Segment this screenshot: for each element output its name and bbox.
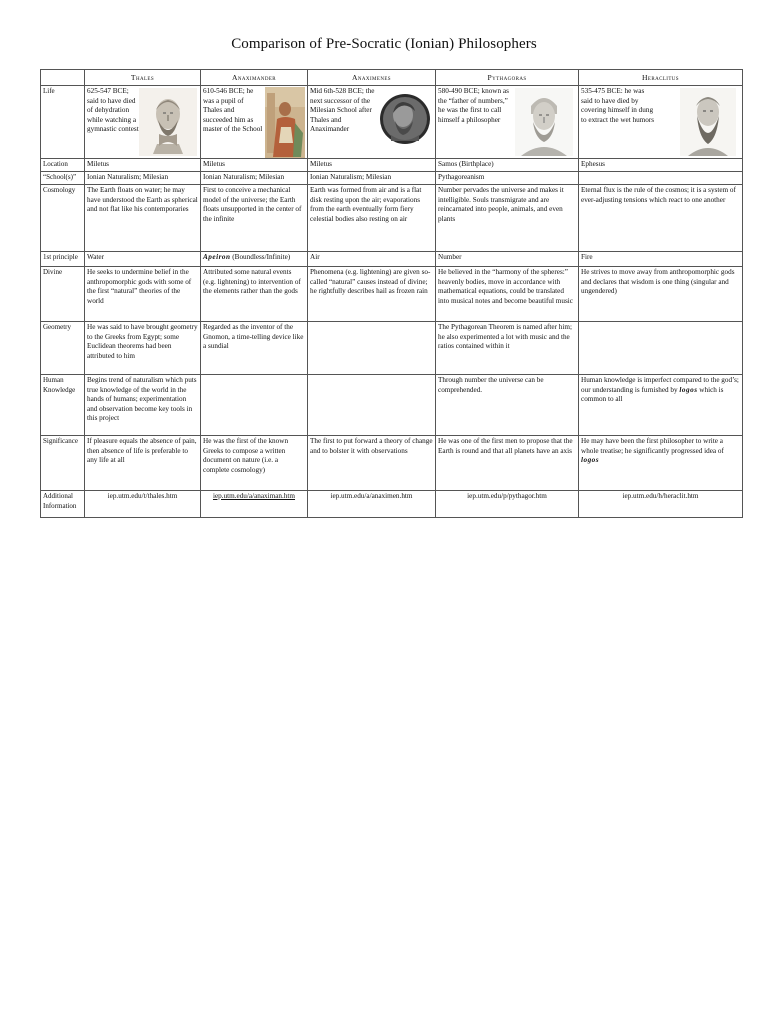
cell-sig-pythagoras: He was one of the first men to propose that the Earth is round and that all planets have an axis	[436, 436, 579, 491]
cell-add-pythagoras	[436, 491, 579, 518]
cell-add-heraclitus	[579, 491, 743, 518]
row-life	[41, 86, 743, 159]
header-anaximander: Anaximander	[201, 70, 308, 86]
cell-fp-heraclitus: Fire	[579, 252, 743, 267]
cell-hk-heraclitus	[579, 375, 743, 436]
cell-fp-anaximander	[201, 252, 308, 267]
apeiron-greek-word: Apeiron	[203, 253, 231, 261]
cell-divine-anaximander: Attributed some natural events (e.g. lightening) to intervention of the elements rather than the gods	[201, 267, 308, 322]
cell-sig-thales: If pleasure equals the absence of pain, then absence of life is preferable to any life at all	[85, 436, 201, 491]
row-location	[41, 159, 743, 172]
header-row	[41, 70, 743, 86]
cell-cosmology-anaximenes: Earth was formed from air and is a flat disk resting upon the air; evaporations from the earth eventually form fiery celestial bodies also resting on air	[308, 185, 436, 252]
comparison-table	[40, 69, 743, 518]
hk-heraclitus-text-b: which is common to all	[581, 385, 724, 404]
cell-hk-anaximander	[201, 375, 308, 436]
cell-cosmology-thales: The Earth floats on water; he may have understood the Earth as spherical and not flat like his contemporaries	[85, 185, 201, 252]
row-label-significance: Significance	[41, 436, 85, 491]
thales-bust-image	[139, 88, 197, 156]
cell-school-anaximenes: Ionian Naturalism; Milesian	[308, 172, 436, 185]
link-anaximander[interactable]: iep.utm.edu/a/anaximan.htm	[212, 492, 296, 500]
link-heraclitus[interactable]: iep.utm.edu/h/heraclit.htm	[622, 492, 699, 500]
row-school	[41, 172, 743, 185]
cell-location-anaximander: Miletus	[201, 159, 308, 172]
sig-heraclitus-text: He may have been the first philosopher to write a whole treatise; he significantly progressed idea of	[581, 437, 724, 455]
cell-life-thales	[85, 86, 201, 159]
cell-cosmology-pythagoras: Number pervades the universe and makes it intelligible. Souls transmigrate and are reincarnated into people, animals, and even plants	[436, 185, 579, 252]
hk-heraclitus-text-a: Human knowledge is imperfect compared to the god’s; our understanding is furnished by	[581, 376, 739, 394]
life-text-anaximander: 610-546 BCE; he was a pupil of Thales and succeeded him as master of the School	[203, 87, 263, 134]
link-anaximenes[interactable]: iep.utm.edu/a/anaximen.htm	[330, 492, 413, 500]
logos-word: logos	[581, 456, 600, 465]
cell-hk-pythagoras: Through number the universe can be comprehended.	[436, 375, 579, 436]
cell-life-pythagoras	[436, 86, 579, 159]
cell-geometry-heraclitus	[579, 322, 743, 375]
cell-geometry-thales: He was said to have brought geometry to the Greeks from Egypt; some Euclidean theorems had been attributed to him	[85, 322, 201, 375]
row-label-cosmology: Cosmology	[41, 185, 85, 252]
cell-fp-pythagoras: Number	[436, 252, 579, 267]
cell-life-anaximenes	[308, 86, 436, 159]
cell-life-anaximander	[201, 86, 308, 159]
anaximenes-coin-image	[379, 91, 431, 151]
row-cosmology	[41, 185, 743, 252]
header-pythagoras: Pythagoras	[436, 70, 579, 86]
row-geometry	[41, 322, 743, 375]
heraclitus-bust-image	[680, 88, 736, 156]
row-human-knowledge	[41, 375, 743, 436]
row-label-geometry: Geometry	[41, 322, 85, 375]
link-thales[interactable]: iep.utm.edu/t/thales.htm	[107, 492, 178, 500]
cell-geometry-anaximenes	[308, 322, 436, 375]
cell-add-anaximenes	[308, 491, 436, 518]
header-thales: Thales	[85, 70, 201, 86]
row-label-human-knowledge: Human Knowledge	[41, 375, 85, 436]
cell-add-thales	[85, 491, 201, 518]
cell-hk-thales: Begins trend of naturalism which puts true knowledge of the world in the hands of humans; experimentation and observation become key tools in this project	[85, 375, 201, 436]
row-significance	[41, 436, 743, 491]
row-first-principle	[41, 252, 743, 267]
life-text-thales: 625-547 BCE; said to have died of dehydration while watching a gymnastic contest	[87, 87, 139, 134]
cell-location-thales: Miletus	[85, 159, 201, 172]
cell-location-pythagoras: Samos (Birthplace)	[436, 159, 579, 172]
cell-location-heraclitus: Ephesus	[579, 159, 743, 172]
life-text-heraclitus: 535-475 BCE: he was said to have died by covering himself in dung to extract the wet humors	[581, 87, 655, 124]
cell-school-pythagoras: Pythagoreanism	[436, 172, 579, 185]
cell-cosmology-anaximander: First to conceive a mechanical model of the universe; the Earth floats unsupported in the center of the infinite	[201, 185, 308, 252]
cell-divine-anaximenes: Phenomena (e.g. lightening) are given so-called “natural” causes instead of divine; he rightfully describes hail as frozen rain	[308, 267, 436, 322]
logos-word: logos	[679, 385, 698, 394]
cell-sig-anaximander: He was the first of the known Greeks to compose a written document on nature (i.e. a complete cosmology)	[201, 436, 308, 491]
cell-divine-pythagoras: He believed in the “harmony of the spheres:” heavenly bodies, move in accordance with mathematical equations, could be translated into musical notes and become beautiful music	[436, 267, 579, 322]
header-anaximenes: Anaximenes	[308, 70, 436, 86]
anaximander-fresco-image	[265, 87, 305, 159]
cell-school-anaximander: Ionian Naturalism; Milesian	[201, 172, 308, 185]
document-title: Comparison of Pre-Socratic (Ionian) Philosophers	[231, 36, 537, 52]
cell-school-thales: Ionian Naturalism; Milesian	[85, 172, 201, 185]
life-text-anaximenes: Mid 6th-528 BCE; the next successor of the Milesian School after Thales and Anaximander	[310, 87, 375, 134]
row-label-location: Location	[41, 159, 85, 172]
row-label-life: Life	[41, 86, 85, 159]
cell-life-heraclitus	[579, 86, 743, 159]
cell-hk-anaximenes	[308, 375, 436, 436]
cell-school-heraclitus	[579, 172, 743, 185]
pythagoras-bust-image	[515, 88, 573, 156]
cell-sig-heraclitus	[579, 436, 743, 491]
cell-location-anaximenes: Miletus	[308, 159, 436, 172]
cell-sig-anaximenes: The first to put forward a theory of change and to bolster it with observations	[308, 436, 436, 491]
row-label-additional: Additional Information	[41, 491, 85, 518]
cell-add-anaximander	[201, 491, 308, 518]
cell-cosmology-heraclitus: Eternal flux is the rule of the cosmos; it is a system of ever-adjusting tensions which react to one another	[579, 185, 743, 252]
header-heraclitus: Heraclitus	[579, 70, 743, 86]
row-label-first-principle: 1st principle	[41, 252, 85, 267]
life-text-pythagoras: 580-490 BCE; known as the “father of numbers,” he was the first to call himself a philosopher	[438, 87, 509, 124]
cell-geometry-pythagoras: The Pythagorean Theorem is named after him; he also experimented a lot with music and the ratios contained within it	[436, 322, 579, 375]
cell-fp-anaximenes: Air	[308, 252, 436, 267]
cell-divine-heraclitus: He strives to move away from anthropomorphic gods and declares that wisdom is one thing (singular and ungendered)	[579, 267, 743, 322]
apeiron-gloss: (Boundless/Infinite)	[232, 253, 291, 261]
cell-fp-thales: Water	[85, 252, 201, 267]
row-label-divine: Divine	[41, 267, 85, 322]
cell-divine-thales: He seeks to undermine belief in the anthropomorphic gods with some of the first “natural” theories of the world	[85, 267, 201, 322]
row-divine	[41, 267, 743, 322]
cell-geometry-anaximander: Regarded as the inventor of the Gnomon, a time-telling device like a sundial	[201, 322, 308, 375]
row-label-school: “School(s)”	[41, 172, 85, 185]
header-corner	[41, 70, 85, 86]
row-additional-information	[41, 491, 743, 518]
link-pythagoras[interactable]: iep.utm.edu/p/pythagor.htm	[467, 492, 547, 500]
